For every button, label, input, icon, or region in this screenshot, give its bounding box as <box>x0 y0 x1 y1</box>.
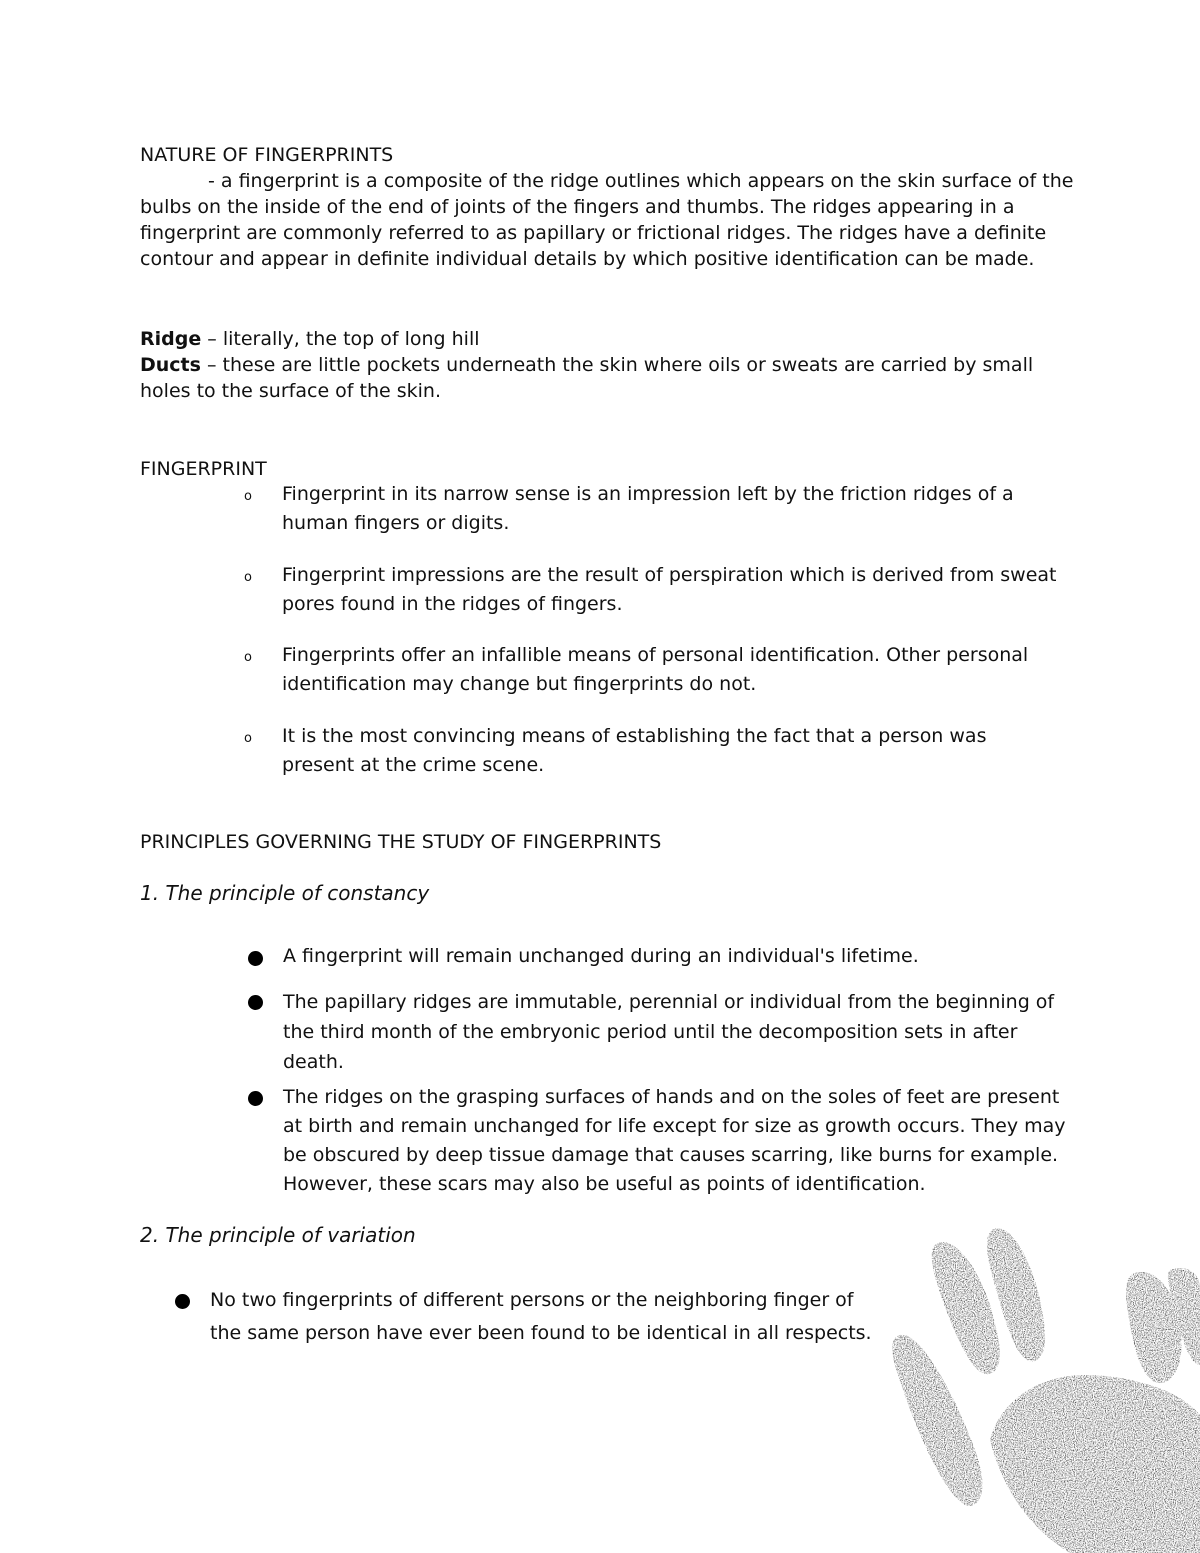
definition-ridge <box>140 326 1060 352</box>
nature-heading: NATURE OF FINGERPRINTS <box>140 144 394 166</box>
bullet-icon <box>248 951 263 966</box>
ducts-term: Ducts <box>140 354 201 376</box>
list-item-text: No two fingerprints of different persons or the neighboring finger of the same person have ever been found to be identical in all respects. <box>210 1289 872 1344</box>
bullet-o-icon: o <box>244 650 252 665</box>
nature-section <box>140 142 1080 272</box>
constancy-title: 1. The principle of constancy <box>140 881 430 905</box>
bullet-o-icon: o <box>244 570 252 585</box>
nature-paragraph: - a fingerprint is a composite of the ridge outlines which appears on the skin surface of the bulbs on the inside of the end of joints of the fingers and thumbs. The ridges appearing in a fingerprint are commonly referred to as papillary or frictional ridges. The ridges have a definite contour and appear in definite individual details by which positive identification can be made. <box>140 170 1074 270</box>
list-item-text: Fingerprint in its narrow sense is an impression left by the friction ridges of a human fingers or digits. <box>282 483 1014 534</box>
bullet-icon <box>175 1294 190 1309</box>
list-item-text: The papillary ridges are immutable, perennial or individual from the beginning of the third month of the embryonic period until the decomposition sets in after death. <box>283 991 1055 1073</box>
list-item-text: A fingerprint will remain unchanged during an individual's lifetime. <box>283 945 919 967</box>
ridge-definition: – literally, the top of long hill <box>201 328 480 350</box>
list-item-text: Fingerprints offer an infallible means of personal identification. Other personal identification may change but fingerprints do not. <box>282 644 1029 695</box>
bullet-o-icon: o <box>244 489 252 504</box>
principles-heading: PRINCIPLES GOVERNING THE STUDY OF FINGERPRINTS <box>140 831 662 853</box>
list-item-text: It is the most convincing means of establishing the fact that a person was present at the crime scene. <box>282 725 987 776</box>
ducts-definition: – these are little pockets underneath the skin where oils or sweats are carried by small holes to the surface of the skin. <box>140 354 1034 402</box>
variation-title: 2. The principle of variation <box>140 1223 416 1247</box>
handprint-icon <box>880 1215 1200 1553</box>
bullet-icon <box>248 1091 263 1106</box>
bullet-icon <box>248 995 263 1010</box>
bullet-o-icon: o <box>244 731 252 746</box>
list-item-text: The ridges on the grasping surfaces of hands and on the soles of feet are present at birth and remain unchanged for life except for size as growth occurs. They may be obscured by deep tissue damage that causes scarring, like burns for example. However, these scars may also be useful as points of identification. <box>283 1086 1066 1195</box>
fingerprint-heading: FINGERPRINT <box>140 458 267 480</box>
ridge-term: Ridge <box>140 328 202 350</box>
definition-ducts <box>140 352 1060 404</box>
list-item-text: Fingerprint impressions are the result of perspiration which is derived from sweat pores found in the ridges of fingers. <box>282 564 1057 615</box>
